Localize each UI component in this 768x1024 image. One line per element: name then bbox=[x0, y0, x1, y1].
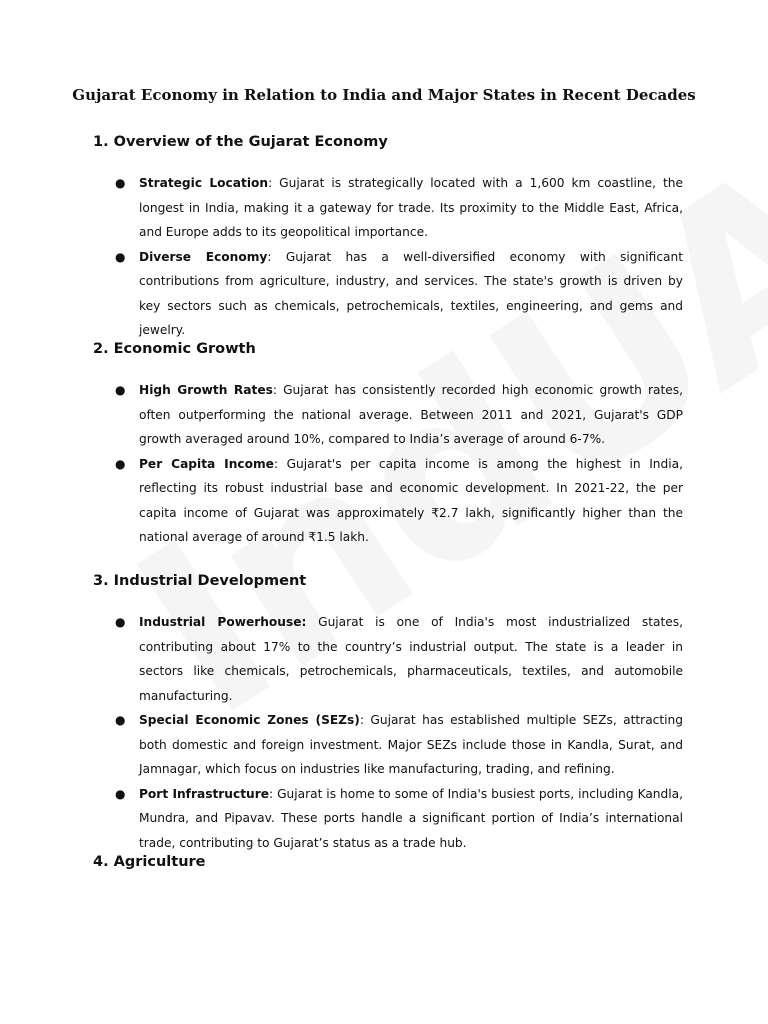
bullet-icon: ● bbox=[115, 615, 126, 629]
list-item bbox=[93, 708, 683, 782]
bullet-list bbox=[93, 610, 683, 855]
item-text: Gujarat is one of India's most industrialized states, contributing about 17% to the country’s industrial output. The state is a leader in sectors like chemicals, petrochemicals, pharmaceuticals, textiles, and automobile manufacturing. bbox=[139, 615, 683, 703]
section-economic-growth bbox=[93, 338, 683, 550]
bullet-icon: ● bbox=[115, 786, 126, 801]
list-item bbox=[93, 452, 683, 550]
bullet-icon: ● bbox=[115, 383, 126, 397]
item-term: Diverse Economy bbox=[139, 249, 268, 264]
item-term: Port Infrastructure bbox=[139, 786, 269, 801]
item-term: Special Economic Zones (SEZs) bbox=[139, 713, 360, 727]
document-title: Gujarat Economy in Relation to India and Major States in Recent Decades bbox=[72, 86, 696, 104]
section-agriculture bbox=[93, 851, 683, 873]
bullet-list bbox=[93, 378, 683, 550]
item-text: : Gujarat's per capita income is among the highest in India, reflecting its robust industrial base and economic development. In 2021-22, the per capita income of Gujarat was approximately ₹2.7 lakh, significantly higher than the national average of around ₹1.5 lakh. bbox=[139, 456, 683, 544]
list-item bbox=[93, 782, 683, 856]
item-term: Per Capita Income bbox=[139, 456, 274, 471]
section-heading: 1. Overview of the Gujarat Economy bbox=[93, 134, 388, 150]
bullet-list bbox=[93, 171, 683, 343]
item-term: Industrial Powerhouse: bbox=[139, 615, 307, 629]
item-text: : Gujarat has established multiple SEZs, attracting both domestic and foreign investment. Major SEZs include those in Kandla, Surat, and Jamnagar, which focus on industries like manufacturing, trading, and refining. bbox=[139, 713, 683, 776]
section-heading: 4. Agriculture bbox=[93, 854, 206, 870]
item-term: High Growth Rates bbox=[139, 383, 273, 397]
section-heading: 2. Economic Growth bbox=[93, 341, 256, 357]
bullet-icon: ● bbox=[115, 249, 126, 264]
item-text: : Gujarat has consistently recorded high economic growth rates, often outperforming the national average. Between 2011 and 2021, Gujarat's GDP growth averaged around 10%, compared to India’s average of around 6-7%. bbox=[139, 383, 683, 446]
list-item bbox=[93, 245, 683, 343]
list-item bbox=[93, 171, 683, 245]
section-industrial-development bbox=[93, 570, 683, 855]
bullet-icon: ● bbox=[115, 176, 126, 190]
bullet-icon: ● bbox=[115, 713, 126, 727]
item-text: : Gujarat is strategically located with a 1,600 km coastline, the longest in India, making it a gateway for trade. Its proximity to the Middle East, Africa, and Europe adds to its geopolitical importance. bbox=[139, 176, 683, 239]
list-item bbox=[93, 378, 683, 452]
item-text: : Gujarat is home to some of India's busiest ports, including Kandla, Mundra, and Pipavav. These ports handle a significant portion of India’s international trade, contributing to Gujarat’s status as a trade hub. bbox=[139, 786, 683, 850]
section-heading: 3. Industrial Development bbox=[93, 573, 307, 589]
bullet-icon: ● bbox=[115, 456, 126, 471]
item-text: : Gujarat has a well-diversified economy with significant contributions from agriculture, industry, and services. The state's growth is driven by key sectors such as chemicals, petrochemicals, textiles, engineering, and gems and jewelry. bbox=[139, 249, 683, 337]
section-overview bbox=[93, 131, 683, 343]
list-item bbox=[93, 610, 683, 708]
item-term: Strategic Location bbox=[139, 176, 269, 190]
